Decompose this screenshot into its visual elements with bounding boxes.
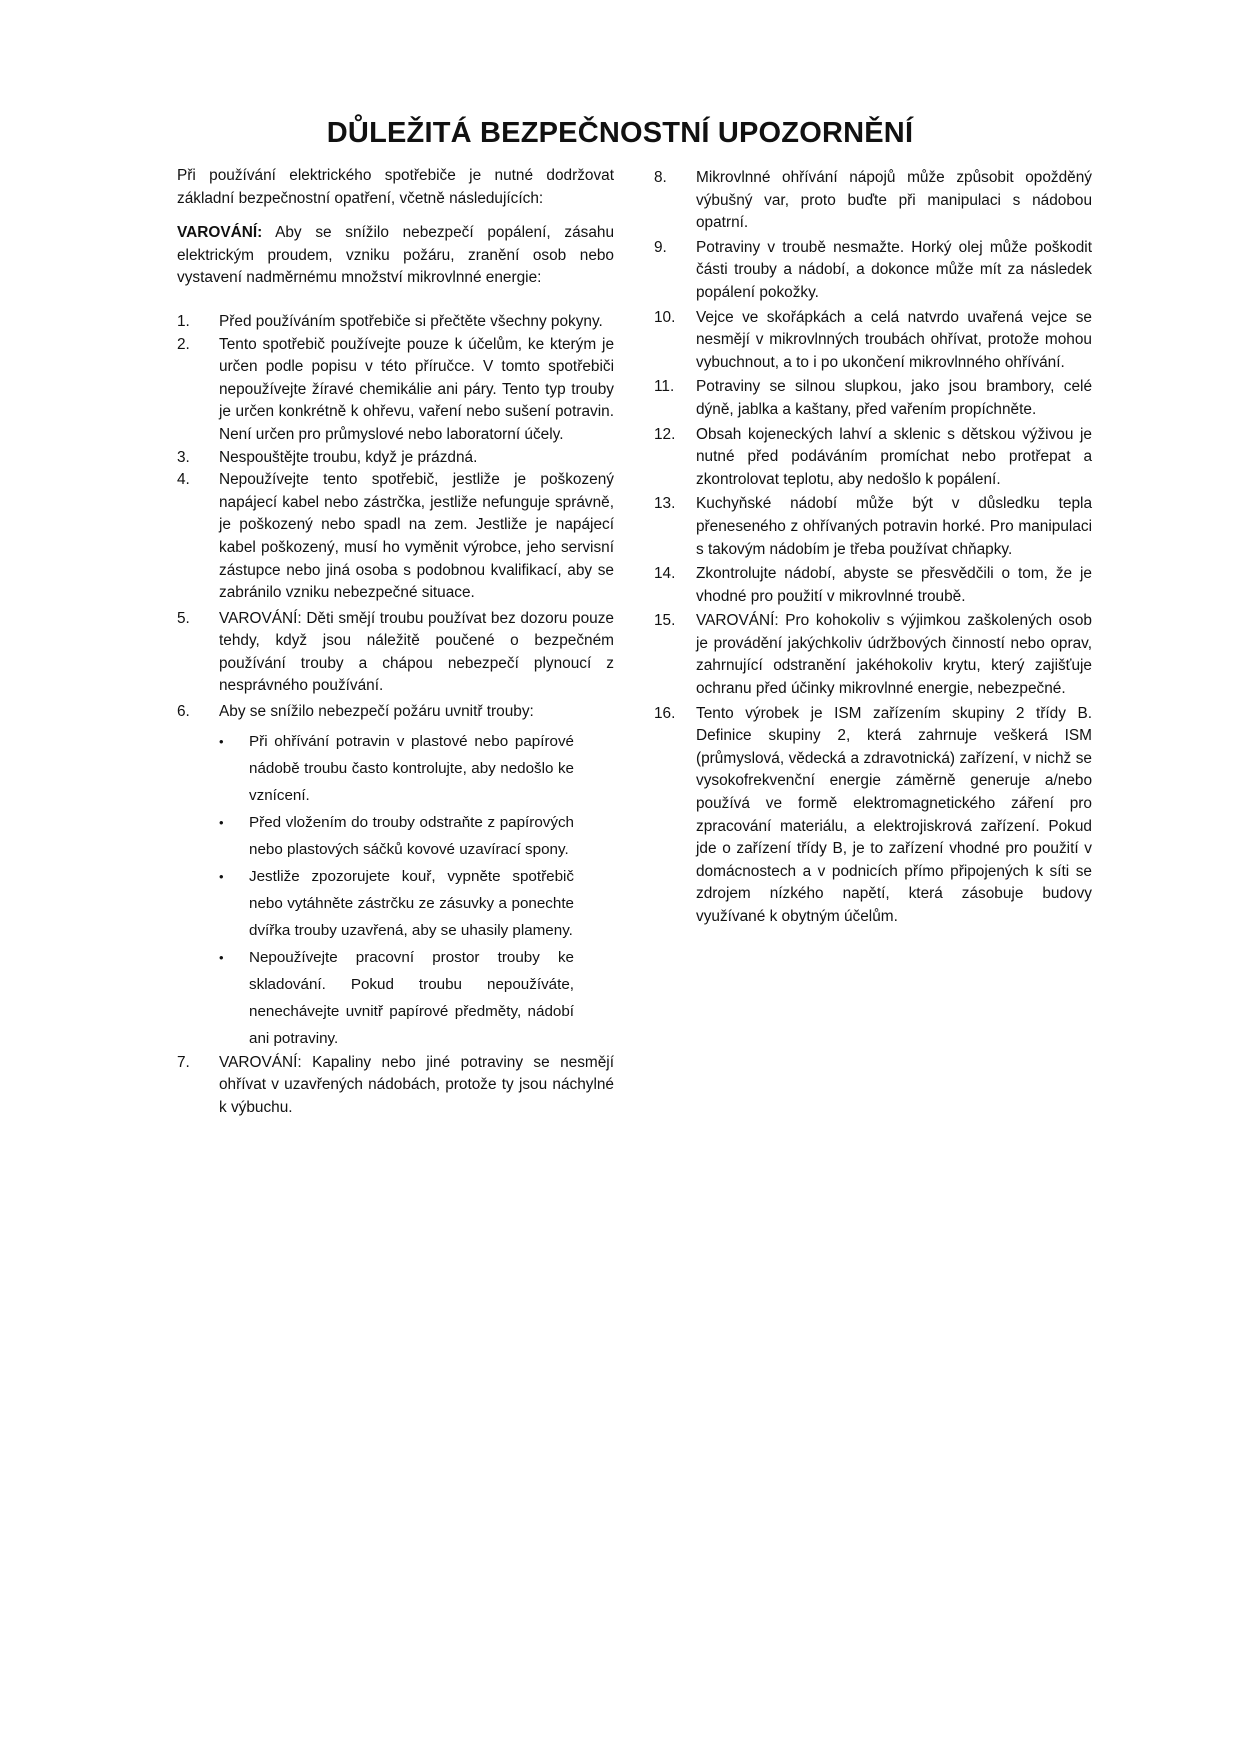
warning-paragraph xyxy=(177,222,614,290)
item-text: VAROVÁNÍ: Děti smějí troubu používat bez dozoru pouze tehdy, když jsou náležitě poučené o bezpečném používání trouby a chápou nebezpečí plynoucí z nesprávného používání. xyxy=(219,609,614,695)
list-item-16 xyxy=(654,703,1092,929)
item-text: Obsah kojeneckých lahví a sklenic s dětskou výživou je nutné před podáváním promíchat nebo protřepat a zkontrolovat teplotu, aby nedošlo k popálení. xyxy=(696,425,1092,488)
item-number: 9. xyxy=(654,238,667,256)
left-column xyxy=(177,165,614,1119)
item-number: 10. xyxy=(654,308,676,326)
bullet-text: Před vložením do trouby odstraňte z papírových nebo plastových sáčků kovové uzavírací spony. xyxy=(249,813,574,858)
item-number: 16. xyxy=(654,704,676,722)
bullet-item xyxy=(177,944,614,1052)
item-number: 13. xyxy=(654,495,676,513)
item-text: VAROVÁNÍ: Kapaliny nebo jiné potraviny se nesmějí ohřívat v uzavřených nádobách, protože ty jsou náchylné k výbuchu. xyxy=(219,1053,614,1116)
intro-paragraph: Při používání elektrického spotřebiče je nutné dodržovat základní bezpečnostní opatření, včetně následujících: xyxy=(177,167,614,207)
bullet-text: Při ohřívání potravin v plastové nebo papírové nádobě troubu často kontrolujte, aby nedošlo ke vznícení. xyxy=(249,732,574,804)
list-item-14 xyxy=(654,563,1092,608)
bullet-item xyxy=(177,728,614,809)
item-number: 8. xyxy=(654,169,667,186)
list-item-13 xyxy=(654,493,1092,561)
bullet-glyph: • xyxy=(219,868,224,884)
bullet-text: Jestliže zpozorujete kouř, vypněte spotřebič nebo vytáhněte zástrčku ze zásuvky a ponechte dvířka trouby uzavřená, aby se uhasily plameny. xyxy=(249,867,574,939)
bullet-glyph: • xyxy=(219,814,224,830)
item-number: 5. xyxy=(177,609,190,627)
list-item-1 xyxy=(177,311,614,334)
item-text: Tento spotřebič používejte pouze k účelům, ke kterým je určen podle popisu v této příručce. V tomto spotřebiči nepoužívejte žíravé chemikálie ani páry. Tento typ trouby je určen konkrétně k ohřevu, vaření nebo sušení potravin. Není určen pro průmyslové nebo laboratorní účely. xyxy=(219,335,614,443)
item-number: 1. xyxy=(177,312,190,330)
item-text: Nepoužívejte tento spotřebič, jestliže je poškozený napájecí kabel nebo zástrčka, jestliže nefunguje správně, je poškozený nebo spadl na zem. Jestliže je napájecí kabel poškozený, musí ho vyměnit výrobce, jeho servisní zástupce nebo jiná osoba s podobnou kvalifikací, aby se zabránilo vzniku nebezpečné situace. xyxy=(219,471,614,602)
item-text xyxy=(219,701,614,1052)
item-number: 3. xyxy=(177,448,190,466)
item-number: 15. xyxy=(654,612,676,630)
list-item-11 xyxy=(654,376,1092,421)
item-text: Kuchyňské nádobí může být v důsledku tepla přeneseného z ohřívaných potravin horké. Pro manipulaci s takovým nádobím je třeba používat chňapky. xyxy=(696,495,1092,558)
item-text: Nespouštějte troubu, když je prázdná. xyxy=(219,448,478,466)
right-safety-list xyxy=(654,167,1092,929)
item-text: Tento výrobek je ISM zařízením skupiny 2 třídy B. Definice skupiny 2, která zahrnuje veškerá ISM (průmyslová, vědecká a zdravotnická) zařízení, v nichž se vysokofrekvenční energie záměrně generuje a/nebo používá ve formě elektromagnetického záření pro zpracování materiálu, a elektrojiskrová zařízení. Pokud jde o zařízení třídy B, je to zařízení vhodné pro použití v domácnostech a v podnicích přímo připojených k síti se zdrojem nízkého napětí, která zásobuje budovy využívané k obytným účelům. xyxy=(696,704,1092,925)
item-text: VAROVÁNÍ: Pro kohokoliv s výjimkou zaškolených osob je provádění jakýchkoliv údržbových činností nebo oprav, zahrnující odstranění jakéhokoliv krytu, který zajišťuje ochranu před účinky mikrovlnné energie, nebezpečné. xyxy=(696,612,1092,698)
item-number: 2. xyxy=(177,335,190,353)
list-item-9 xyxy=(654,237,1092,305)
list-item-7 xyxy=(177,1052,614,1120)
right-column xyxy=(654,167,1092,931)
item-number: 7. xyxy=(177,1053,190,1071)
item-number: 6. xyxy=(177,703,190,721)
list-item-12 xyxy=(654,424,1092,492)
item-number: 4. xyxy=(177,471,190,489)
item-text: Potraviny se silnou slupkou, jako jsou brambory, celé dýně, jablka a kaštany, před vařením propíchněte. xyxy=(696,378,1092,418)
list-item-15 xyxy=(654,610,1092,700)
bullet-glyph: • xyxy=(219,949,224,965)
item-number: 12. xyxy=(654,425,676,443)
item-number: 14. xyxy=(654,565,676,583)
list-item-10 xyxy=(654,307,1092,375)
item-text: Vejce ve skořápkách a celá natvrdo uvařená vejce se nesmějí v mikrovlnných troubách ohřívat, protože mohou vybuchnout, a to i po ukončení mikrovlnného ohřívání. xyxy=(696,308,1092,371)
warning-text: Aby se snížilo nebezpečí popálení, zásahu elektrickým proudem, vzniku požáru, zranění osob nebo vystavení nadměrnému množství mikrovlnné energie: xyxy=(177,224,614,287)
bullet-item xyxy=(177,863,614,944)
item-number: 11. xyxy=(654,378,675,396)
list-item-3 xyxy=(177,447,614,470)
list-item-5 xyxy=(177,608,614,698)
item-text: Zkontrolujte nádobí, abyste se přesvědčili o tom, že je vhodné pro použití v mikrovlnné troubě. xyxy=(696,565,1092,605)
item-text: Před používáním spotřebiče si přečtěte všechny pokyny. xyxy=(219,312,603,330)
page-title: DŮLEŽITÁ BEZPEČNOSTNÍ UPOZORNĚNÍ xyxy=(326,117,914,149)
bullet-glyph: • xyxy=(219,733,224,749)
item-text: Potraviny v troubě nesmažte. Horký olej může poškodit části trouby a nádobí, a dokonce může mít za následek popálení pokožky. xyxy=(696,238,1092,301)
list-item-6 xyxy=(177,701,614,1052)
list-item-2 xyxy=(177,334,614,447)
list-item-8 xyxy=(654,167,1092,235)
item-text: Mikrovlnné ohřívání nápojů může způsobit opožděný výbušný var, proto buďte při manipulaci s nádobou opatrní. xyxy=(696,169,1092,232)
item-6-heading: Aby se snížilo nebezpečí požáru uvnitř trouby: xyxy=(219,703,534,721)
warning-label: VAROVÁNÍ: xyxy=(177,224,263,242)
bullet-text: Nepoužívejte pracovní prostor trouby ke skladování. Pokud troubu nepoužíváte, nenechávejte uvnitř papírové předměty, nádobí ani potraviny. xyxy=(249,948,574,1047)
bullet-item xyxy=(177,809,614,863)
fire-prevention-bullets xyxy=(177,728,614,1052)
list-item-4 xyxy=(177,469,614,605)
left-safety-list xyxy=(177,311,614,1119)
